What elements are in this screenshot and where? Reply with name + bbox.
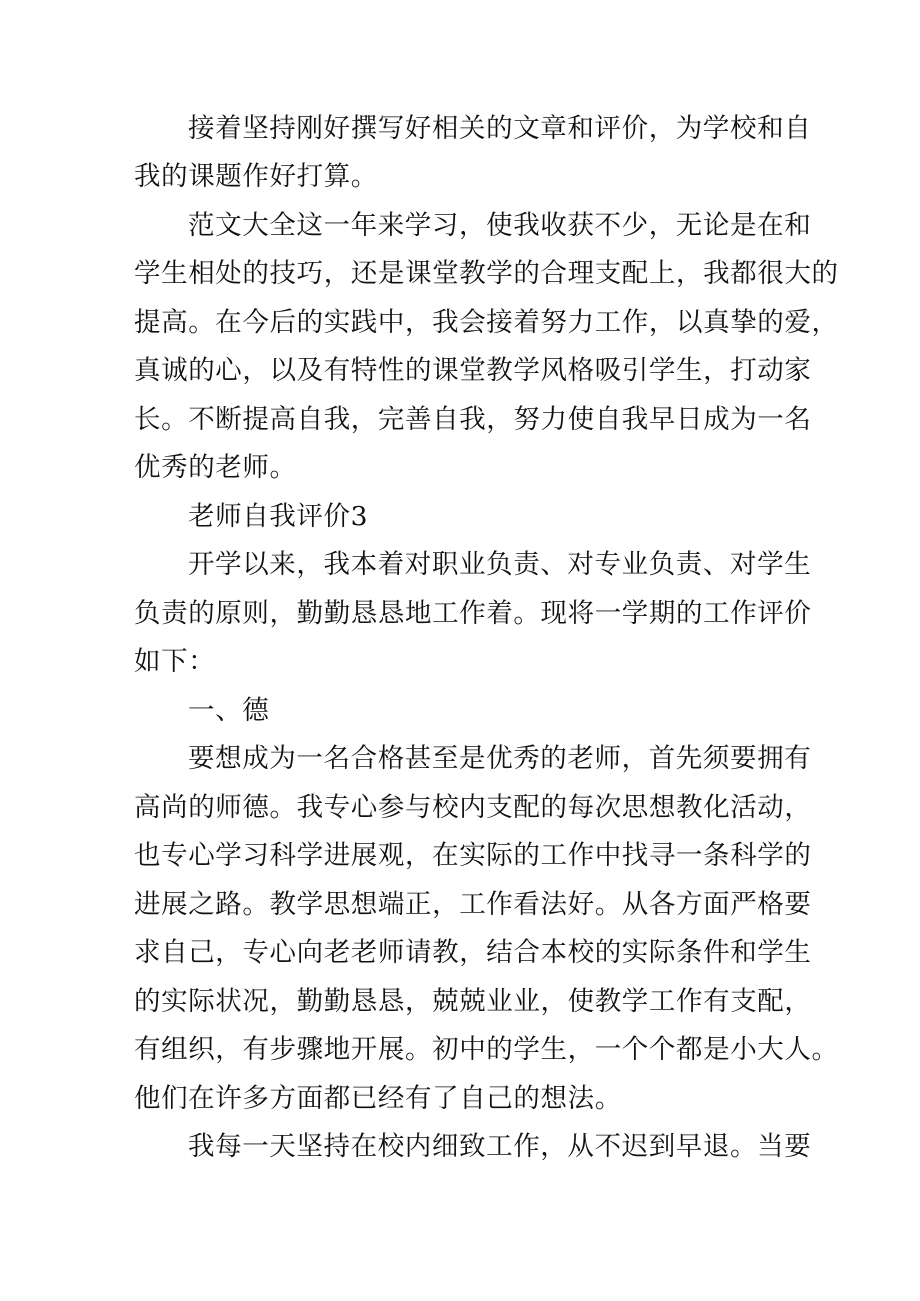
text-line: 求自己，专心向老老师请教，结合本校的实际条件和学生 <box>134 937 812 968</box>
text-line: 有组织，有步骤地开展。初中的学生，一个个都是小大人。 <box>134 1034 839 1065</box>
text-line: 开学以来，我本着对职业负责、对专业负责、对学生 <box>188 549 812 580</box>
text-line: 也专心学习科学进展观，在实际的工作中找寻一条科学的 <box>134 840 812 871</box>
text-line: 我每一天坚持在校内细致工作，从不迟到早退。当要 <box>188 1131 812 1162</box>
text-line: 进展之路。教学思想端正，工作看法好。从各方面严格要 <box>134 889 812 920</box>
text-line: 他们在许多方面都已经有了自己的想法。 <box>134 1083 622 1114</box>
subsection-heading: 一、德 <box>188 695 270 726</box>
text-line: 长。不断提高自我，完善自我，努力使自我早日成为一名 <box>134 404 812 435</box>
text-line: 接着坚持刚好撰写好相关的文章和评价，为学校和自 <box>188 113 812 144</box>
text-line: 优秀的老师。 <box>134 452 297 483</box>
text-line: 真诚的心，以及有特性的课堂教学风格吸引学生，打动家 <box>134 355 812 386</box>
text-line: 的实际状况，勤勤恳恳，兢兢业业，使教学工作有支配， <box>134 986 812 1017</box>
text-line: 提高。在今后的实践中，我会接着努力工作，以真挚的爱， <box>134 307 839 338</box>
text-line: 要想成为一名合格甚至是优秀的老师，首先须要拥有 <box>188 743 812 774</box>
section-heading: 老师自我评价3 <box>188 501 369 532</box>
text-line: 我的课题作好打算。 <box>134 161 378 192</box>
text-line: 学生相处的技巧，还是课堂教学的合理支配上，我都很大的 <box>134 258 839 289</box>
text-line: 负责的原则，勤勤恳恳地工作着。现将一学期的工作评价 <box>134 598 812 629</box>
text-line: 如下： <box>134 646 216 677</box>
text-line: 范文大全这一年来学习，使我收获不少，无论是在和 <box>188 210 812 241</box>
text-line: 高尚的师德。我专心参与校内支配的每次思想教化活动， <box>134 792 812 823</box>
